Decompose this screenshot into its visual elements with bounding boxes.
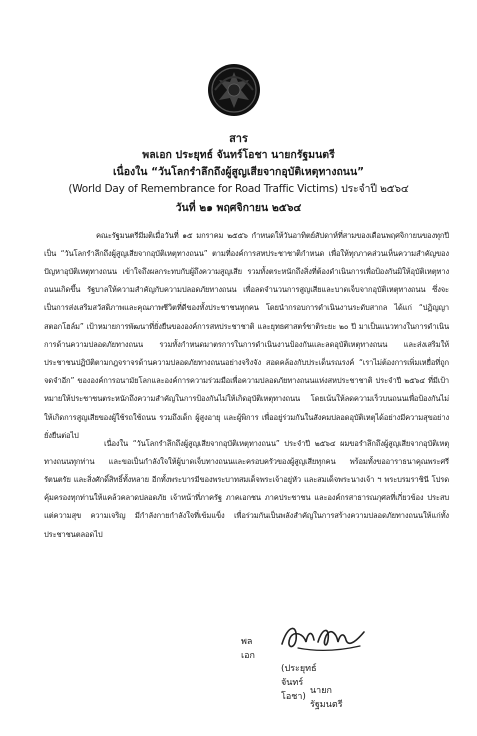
signatory-position: นายกรัฐมนตรี bbox=[310, 686, 343, 710]
document-date: วันที่ ๒๑ พฤศจิกายน ๒๕๖๔ bbox=[175, 202, 302, 214]
body-paragraph-2: เนื่องใน “วันโลกรำลึกถึงผู้สูญเสียจากอุบัติเหตุทางถนน” ประจำปี ๒๕๖๔ ผมขอรำลึกถึงผู้สูญเสียจากอุบัติเหตุทางถนนทุกท่าน และขอเป็นกำลังใจให้ผู้บาดเจ็บทางถนนและครอบครัวของผู้สูญเสียทุกคน พร้อมทั้งขออาราธนาคุณพระศรีรัตนตรัย และสิ่งศักดิ์สิทธิ์ทั้งหลาย อีกทั้งพระบารมีของพระบาทสมเด็จพระเจ้าอยู่หัว และสมเด็จพระนางเจ้า ฯ พระบรมราชินี โปรดคุ้มครองทุกท่านให้แคล้วคลาดปลอดภัย เจ้าหน้าที่ภาครัฐ ภาคเอกชน ภาคประชาชน และองค์กรสาธารณกุศลที่เกี่ยวข้อง ประสบแต่ความสุข ความเจริญ มีกำลังกายกำลังใจที่เข้มแข็ง เพื่อร่วมกันเป็นพลังสำคัญในการสร้างความปลอดภัยทางถนนให้แก่ทั้งประชาชนตลอดไป bbox=[44, 438, 449, 539]
body-paragraph-1: คณะรัฐมนตรีมีมติเมื่อวันที่ ๑๕ มกราคม ๒๕๕๖ กำหนดให้วันอาทิตย์สัปดาห์ที่สามของเดือนพฤศจิกายนของทุกปีเป็น “วันโลกรำลึกถึงผู้สูญเสียจากอุบัติเหตุทางถนน” ตามที่องค์การสหประชาชาติกำหนด เพื่อให้ทุกภาคส่วนเห็นความสำคัญของปัญหาอุบัติเหตุทางถนน เข้าใจถึงผลกระทบกับผู้ถึงความสูญเสีย รวมทั้งตระหนักถึงสิ่งที่ต้องดำเนินการเพื่อป้องกันมิให้อุบัติเหตุทางถนนเกิดขึ้น รัฐบาลให้ความสำคัญกับความปลอดภัยทางถนน เพื่อลดจำนวนการสูญเสียและบาดเจ็บจากอุบัติเหตุทางถนน ซึ่งจะเป็นการส่งเสริมสวัสดิภาพและคุณภาพชีวิตที่ดีของทั้งประชาชนทุกคน โดยนำกรอบการดำเนินงานระดับสากล ได้แก่ “ปฏิญญาสตอกโฮล์ม” เป้าหมายการพัฒนาที่ยั่งยืนขององค์การสหประชาชาติ และยุทธศาสตร์ชาติระยะ ๒๐ ปี มาเป็นแนวทางในการดำเนินการด้านความปลอดภัยทางถนน รวมทั้งกำหนดมาตรการในการดำเนินงานป้องกันและลดอุบัติเหตุทางถนน และส่งเสริมให้ประชาชนปฏิบัติตามกฎจราจรด้านความปลอดภัยทางถนนอย่างจริงจัง สอดคล้องกับประเด็นรณรงค์ “เราไม่ต้องการเพิ่มเหยื่อที่ถูกจดจำอีก” ขององค์การอนามัยโลกและองค์การความร่วมมือเพื่อความปลอดภัยทางถนนแห่งสหประชาชาติ ประจำปี ๒๕๖๔ ที่มีเป้าหมายให้ประชาชนตระหนักถึงความสำคัญในการป้องกันไม่ให้เกิดอุบัติเหตุทางถนน โดยเน้นให้ลดความเร็วบนถนนเพื่อป้องกันไม่ให้เกิดการสูญเสียของผู้ใช้รถใช้ถนน รวมถึงเด็ก ผู้สูงอายุ และผู้พิการ เพื่ออยู่ร่วมกันในสังคมปลอดอุบัติเหตุได้อย่างมีความสุขอย่างยั่งยืนต่อไป bbox=[44, 230, 449, 440]
document-subject-english: (World Day of Remembrance for Road Traffic Victims) ประจำปี ๒๕๖๔ bbox=[68, 183, 409, 195]
garuda-emblem-icon bbox=[205, 60, 263, 120]
signatory-name: (ประยุทธ์ จันทร์โอชา) bbox=[281, 664, 317, 702]
document-subject-thai: เนื่องใน “วันโลกรำลึกถึงผู้สูญเสียจากอุบัติเหตุทางถนน” bbox=[112, 166, 365, 178]
signature-prefix: พลเอก bbox=[241, 637, 255, 661]
document-title: สาร bbox=[229, 132, 248, 145]
document-author: พลเอก ประยุทธ์ จันทร์โอชา นายกรัฐมนตรี bbox=[142, 149, 335, 161]
handwritten-signature bbox=[278, 618, 370, 656]
